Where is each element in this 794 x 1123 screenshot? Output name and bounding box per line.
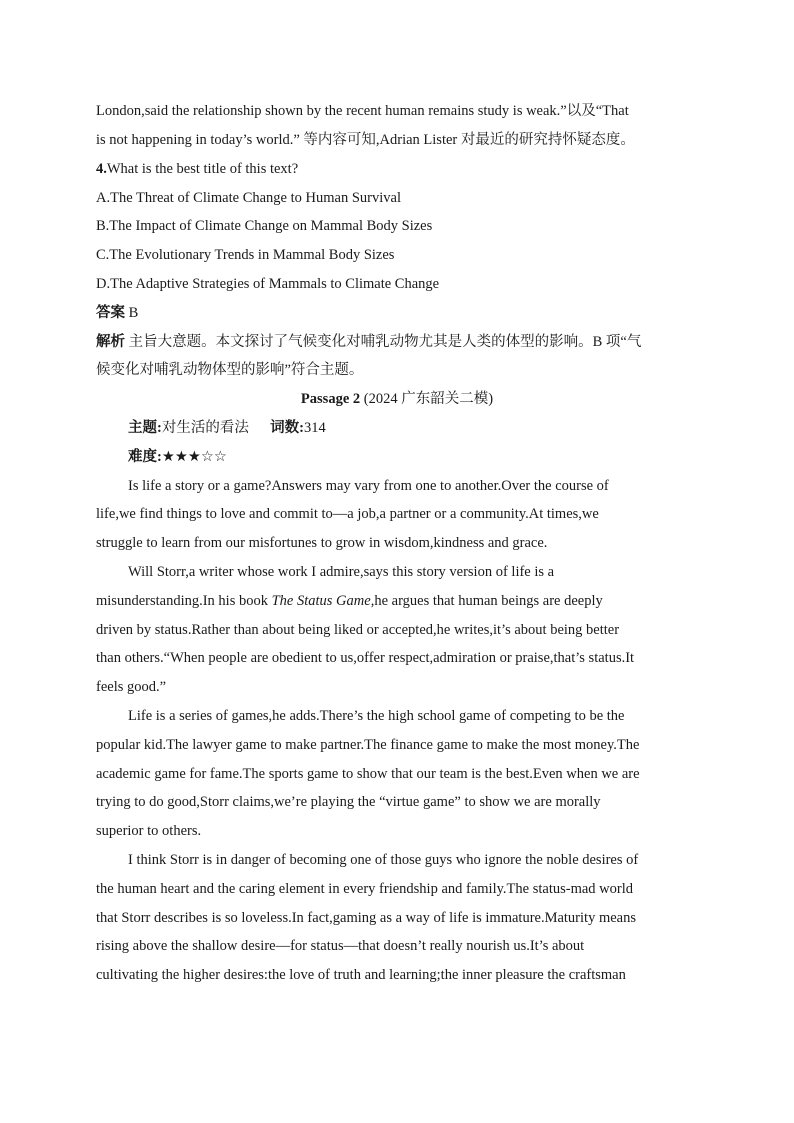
passage-title: Passage 2 <box>300 391 361 407</box>
paragraph-line: superior to others. <box>96 823 202 839</box>
topic-value: 对生活的看法 <box>161 420 249 436</box>
text-line: London,said the relationship shown by the recent human remains study is weak.”以及“That <box>96 103 629 119</box>
passage-source: (2024 广东韶关二模) <box>363 391 494 407</box>
topic-label: 主题: <box>128 420 162 436</box>
passage-heading <box>0 388 794 410</box>
passage-meta <box>128 417 698 439</box>
paragraph-line: than others.“When people are obedient to us,offer respect,admiration or praise,that’s status.It <box>96 650 635 666</box>
book-title: The Status Game <box>271 593 371 609</box>
option-b: B.The Impact of Climate Change on Mammal Body Sizes <box>96 218 433 234</box>
paragraph-line: I think Storr is in danger of becoming one of those guys who ignore the noble desires of <box>128 852 639 868</box>
paragraph-line: life,we find things to love and commit to—a job,a partner or a community.At times,we <box>96 506 599 522</box>
paragraph-line <box>96 590 698 612</box>
paragraph-line: Will Storr,a writer whose work I admire,says this story version of life is a <box>128 564 555 580</box>
option-d: D.The Adaptive Strategies of Mammals to Climate Change <box>96 276 440 292</box>
paragraph-text: ,he argues that human beings are deeply <box>370 593 603 609</box>
paragraph-line: popular kid.The lawyer game to make partner.The finance game to make the most money.The <box>96 737 640 753</box>
paragraph-line: rising above the shallow desire—for status—that doesn’t really nourish us.It’s about <box>96 938 585 954</box>
answer-value: B <box>128 305 139 321</box>
question-4 <box>96 158 698 180</box>
paragraph-line: trying to do good,Storr claims,we’re playing the “virtue game” to show we are morally <box>96 794 601 810</box>
analysis-label: 解析 <box>96 334 125 350</box>
paragraph-line: that Storr describes is so loveless.In fact,gaming as a way of life is immature.Maturity means <box>96 910 636 926</box>
paragraph-line: driven by status.Rather than about being liked or accepted,he writes,it’s about being better <box>96 622 620 638</box>
paragraph-line: Is life a story or a game?Answers may vary from one to another.Over the course of <box>128 478 609 494</box>
paragraph-line: cultivating the higher desires:the love of truth and learning;the inner pleasure the craftsman <box>96 967 626 983</box>
wordcount-label: 词数: <box>270 420 304 436</box>
question-text: What is the best title of this text? <box>106 161 299 177</box>
answer-label: 答案 <box>96 305 125 321</box>
difficulty-label: 难度: <box>128 449 162 465</box>
analysis-text-cont: 候变化对哺乳动物体型的影响”符合主题。 <box>96 362 364 378</box>
paragraph-line: struggle to learn from our misfortunes to grow in wisdom,kindness and grace. <box>96 535 548 551</box>
answer-line <box>96 302 698 324</box>
paragraph-line: feels good.” <box>96 679 167 695</box>
paragraph-line: the human heart and the caring element in every friendship and family.The status-mad world <box>96 881 633 897</box>
difficulty-stars: ★★★☆☆ <box>161 449 227 465</box>
analysis-line <box>96 331 698 353</box>
option-a: A.The Threat of Climate Change to Human Survival <box>96 190 401 206</box>
wordcount-value: 314 <box>303 420 326 436</box>
analysis-text: 主旨大意题。本文探讨了气候变化对哺乳动物尤其是人类的体型的影响。B 项“气 <box>128 334 642 350</box>
paragraph-text: misunderstanding.In his book <box>96 593 272 609</box>
paragraph-line: Life is a series of games,he adds.There’s the high school game of competing to be the <box>128 708 625 724</box>
paragraph-line: academic game for fame.The sports game to show that our team is the best.Even when we are <box>96 766 640 782</box>
question-number: 4. <box>96 161 107 177</box>
difficulty-line <box>128 446 698 468</box>
text-line: is not happening in today’s world.” 等内容可知,Adrian Lister 对最近的研究持怀疑态度。 <box>96 132 635 148</box>
option-c: C.The Evolutionary Trends in Mammal Body Sizes <box>96 247 395 263</box>
